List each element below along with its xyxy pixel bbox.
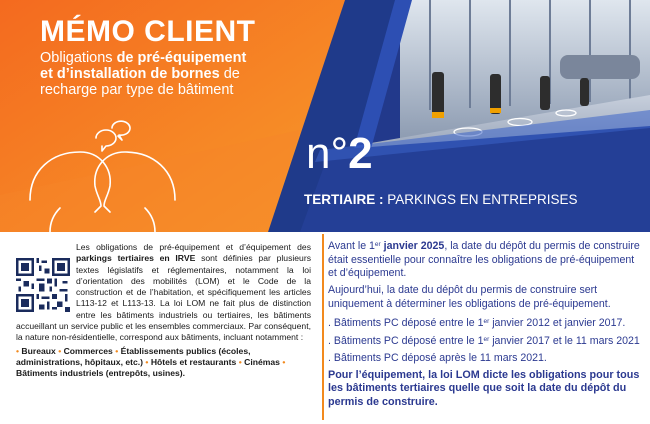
subtitle-text: Obligations [40,50,117,66]
memo-title: MÉMO CLIENT [40,15,256,48]
list-item: Bâtiments industriels (entrepôts, usines). [16,368,186,379]
paragraph-equipment: Pour l’équipement, la loi LOM dicte les obligations pour tous les bâtiments tertiaires quelle que soit la date du dépôt du permis de construire. [328,368,640,409]
list-item: Cinémas [244,356,280,367]
number-value: 2 [348,129,373,178]
number-prefix: n° [306,129,349,178]
right-column [328,238,640,413]
pc-item-2 [328,333,640,349]
b2-sup: er [483,336,490,344]
subtitle-text-3: recharge par type de bâtiment [40,82,234,98]
pc-item-1 [328,315,640,331]
pc-item-3: . Bâtiments PC déposé après le 11 mars 2021. [328,351,547,364]
qr-code[interactable] [16,258,70,312]
list-item: Commerces [63,345,113,356]
category-label [304,192,578,207]
p1-sup: er [374,241,381,248]
subtitle-text-2: de [219,66,240,82]
b2-start: . Bâtiments PC déposé entre le 1 [328,335,484,348]
column-divider [322,234,324,420]
title-block [40,16,320,98]
list-item: Établissements publics (écoles, administrations, hôpitaux, etc.) [16,345,251,367]
category-rest: PARKINGS EN ENTREPRISES [383,192,578,207]
issue-number [306,130,373,178]
subtitle-bold-2: et d’installation de bornes [40,66,220,82]
b1-sup: er [483,317,490,325]
intro-text: Les obligations de pré-équipement et d’équipement des [76,242,311,252]
b2-end: janvier 2017 et le 11 mars 2021 [489,335,640,348]
memo-subtitle [40,50,320,98]
p1-bold: janvier 2025 [380,240,445,252]
subtitle-bold: de pré-équipement [116,50,247,66]
list-item: Bureaux [21,345,56,356]
b1-end: janvier 2012 et janvier 2017. [489,316,626,329]
intro-bold: parkings tertiaires en IRVE [76,253,196,264]
building-list: • Bureaux • Commerces • Établissements publics (écoles, administrations, hôpitaux, etc.) • Hôtels et restaurants • Cinémas • Bâtiments industriels (entrepôts, usines). [16,345,286,379]
p1-start: Avant le 1 [328,240,375,252]
paragraph-before-2025 [328,238,640,281]
b1-start: . Bâtiments PC déposé entre le 1 [328,316,484,329]
category-bold: TERTIAIRE : [304,192,384,207]
left-column [16,242,311,380]
paragraph-today: Aujourd’hui, la date du dépôt du permis de construire sert uniquement à déterminer les obligations de pré-équipement. [328,284,611,310]
list-item: Hôtels et restaurants [150,356,237,367]
intro-text-2: sont définies par plusieurs textes législatifs et réglementaires, notamment la loi d’orientation des mobilités (LOM) et le Code de la construction et de l’habitation, et spécifiquement les articles L113-12 et L113-13. La loi LOM ne fait plus de distinction entre les bâtiments industriels ou tertiaires, les bâtiments accueillant un service public et les ensembles commerciaux. Par conséquent, la nature non-résidentielle, correspond aux bâtiments, incluant notamment : [16,253,311,343]
p1-rest: , la date du dépôt du permis de construire était essentielle pour connaître les obligations de pré-équipement et d’équipement. [328,240,640,280]
